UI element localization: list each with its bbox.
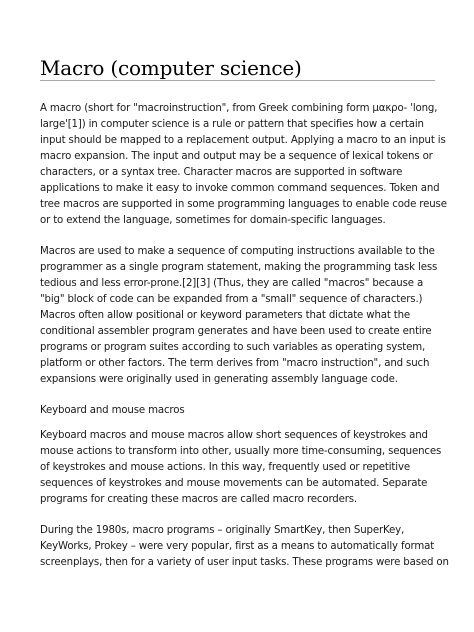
paragraph-line: large'[1]) in computer science is a rule or pattern that specifies how a certain — [40, 119, 424, 130]
paragraph-line: programs for creating these macros are called macro recorders. — [40, 494, 358, 505]
title-divider — [40, 80, 435, 81]
paragraph-line: mouse actions to transform into other, usually more time-consuming, sequences — [40, 446, 442, 457]
section-heading: Keyboard and mouse macros — [40, 405, 185, 416]
usage-paragraph — [40, 244, 438, 388]
paragraph-line: characters, or a syntax tree. Character macros are supported in software — [40, 167, 403, 178]
paragraph-line: Macros are used to make a sequence of computing instructions available to the — [40, 246, 435, 257]
paragraph-line: programmer as a single program statement, making the programming task less — [40, 262, 438, 273]
paragraph-line: A macro (short for "macroinstruction", from Greek combining form μακρο- 'long, — [40, 103, 438, 114]
history-paragraph — [40, 523, 449, 571]
paragraph-line: tedious and less error-prone.[2][3] (Thus, they are called "macros" because a — [40, 278, 424, 289]
paragraph-line: "big" block of code can be expanded from a "small" sequence of characters.) — [40, 294, 423, 305]
paragraph-line: input should be mapped to a replacement output. Applying a macro to an input is — [40, 135, 446, 146]
paragraph-line: macro expansion. The input and output may be a sequence of lexical tokens or — [40, 151, 433, 162]
paragraph-line: Macros often allow positional or keyword parameters that dictate what the — [40, 310, 411, 321]
paragraph-line: screenplays, then for a variety of user input tasks. These programs were based on — [40, 557, 449, 568]
paragraph-line: applications to make it easy to invoke common command sequences. Token and — [40, 183, 440, 194]
page-title: Macro (computer science) — [40, 56, 302, 80]
intro-paragraph — [40, 101, 447, 229]
paragraph-line: conditional assembler program generates and have been used to create entire — [40, 326, 432, 337]
paragraph-line: KeyWorks, Prokey – were very popular, first as a means to automatically format — [40, 541, 435, 552]
paragraph-line: expansions were originally used in generating assembly language code. — [40, 374, 398, 385]
paragraph-line: or to extend the language, sometimes for domain-specific languages. — [40, 215, 386, 226]
keyboard-macros-paragraph — [40, 428, 442, 508]
paragraph-line: platform or other factors. The term derives from "macro instruction", and such — [40, 358, 430, 369]
paragraph-line: sequences of keystrokes and mouse movements can be automated. Separate — [40, 478, 428, 489]
paragraph-line: programs or program suites according to such variables as operating system, — [40, 342, 426, 353]
paragraph-line: tree macros are supported in some programming languages to enable code reuse — [40, 199, 447, 210]
paragraph-line: of keystrokes and mouse actions. In this way, frequently used or repetitive — [40, 462, 410, 473]
paragraph-line: Keyboard macros and mouse macros allow short sequences of keystrokes and — [40, 430, 428, 441]
paragraph-line: During the 1980s, macro programs – originally SmartKey, then SuperKey, — [40, 525, 405, 536]
